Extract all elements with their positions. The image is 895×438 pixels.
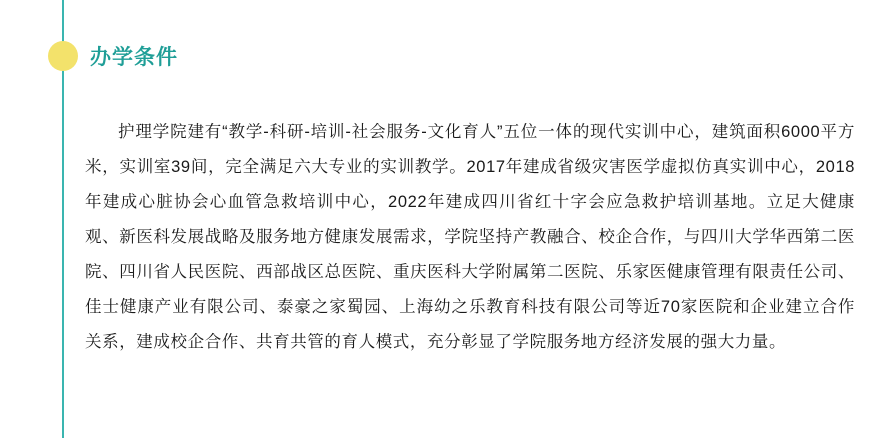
section-heading <box>48 36 178 76</box>
body-content <box>85 98 855 376</box>
body-paragraph: 护理学院建有“教学-科研-培训-社会服务-文化育人”五位一体的现代实训中心，建筑面积6000平方米，实训室39间，完全满足六大专业的实训教学。2017年建成省级灾害医学虚拟仿真实训中心，2018年建成心脏协会心血管急救培训中心，2022年建成四川省红十字会应急救护培训基地。立足大健康观、新医科发展战略及服务地方健康发展需求，学院坚持产教融合、校企合作，与四川大学华西第二医院、四川省人民医院、西部战区总医院、重庆医科大学附属第二医院、乐家医健康管理有限责任公司、佳士健康产业有限公司、泰豪之家蜀园、上海幼之乐教育科技有限公司等近70家医院和企业建立合作关系，建成校企合作、共育共管的育人模式，充分彰显了学院服务地方经济发展的强大力量。 <box>85 122 855 351</box>
page-title: 办学条件 <box>90 46 178 69</box>
circle-bullet-icon <box>48 41 78 71</box>
